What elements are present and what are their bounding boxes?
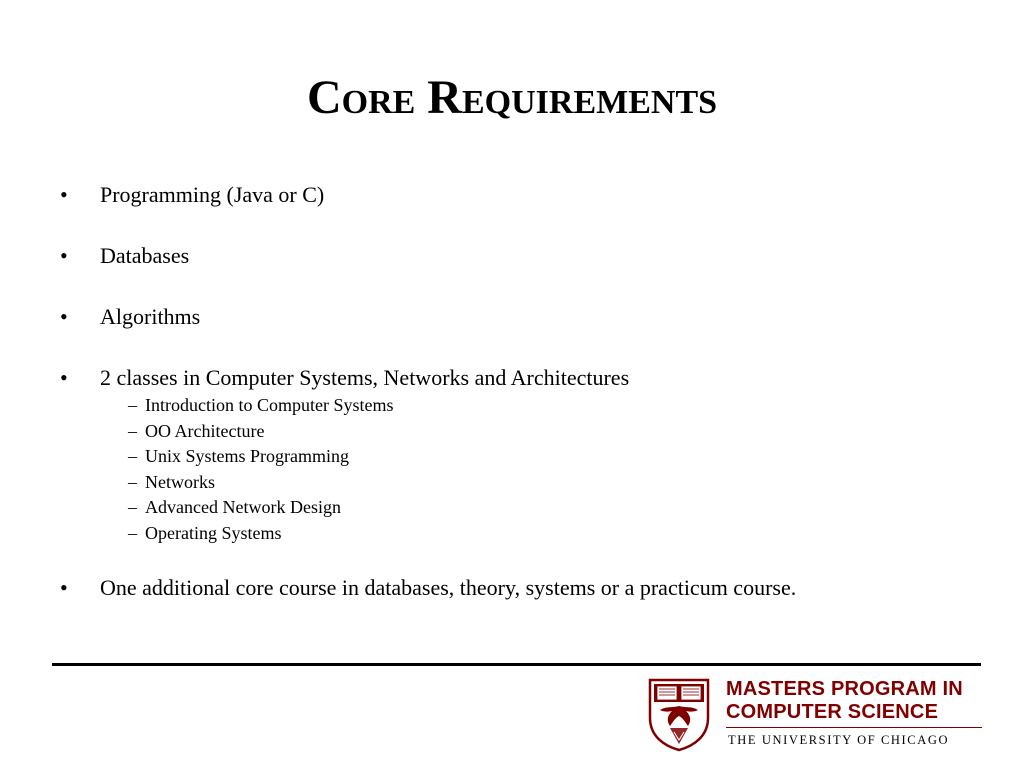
- university-seal-icon: [648, 678, 710, 752]
- bullet-text: 2 classes in Computer Systems, Networks and Architectures: [100, 365, 630, 390]
- bullet-text: Algorithms: [100, 304, 201, 329]
- program-name-line1: MASTERS PROGRAM IN: [726, 678, 963, 700]
- bullet-list: [60, 180, 990, 603]
- sub-bullet-item: [60, 521, 990, 547]
- bullet-marker: •: [60, 304, 68, 329]
- bullet-marker: •: [60, 182, 68, 207]
- logo-divider: [726, 727, 982, 728]
- bullet-text: Programming (Java or C): [100, 182, 325, 207]
- sub-bullet-marker: –: [128, 395, 137, 415]
- sub-bullet-item: [60, 393, 990, 419]
- sub-bullet-text: Operating Systems: [145, 522, 282, 543]
- footer-divider: [52, 663, 981, 666]
- university-name: THE UNIVERSITY OF CHICAGO: [728, 733, 950, 747]
- bullet-item: [60, 241, 990, 271]
- program-logo: [648, 678, 983, 752]
- sub-bullet-text: Unix Systems Programming: [145, 446, 350, 466]
- sub-bullet-marker: –: [128, 522, 137, 543]
- bullet-item: [60, 302, 990, 332]
- sub-bullet-marker: –: [128, 446, 137, 466]
- sub-bullet-item: [60, 495, 990, 521]
- sub-bullet-marker: –: [128, 471, 137, 492]
- bullet-item: [60, 363, 990, 393]
- sub-bullet-item: [60, 470, 990, 496]
- sub-bullet-item: [60, 444, 990, 470]
- sub-bullet-marker: –: [128, 420, 137, 441]
- slide-title: Core Requirements: [306, 71, 718, 124]
- sub-bullet-item: [60, 419, 990, 445]
- program-name-line2: COMPUTER SCIENCE: [726, 701, 939, 723]
- sub-bullet-text: Networks: [145, 471, 215, 492]
- sub-bullet-text: Advanced Network Design: [145, 497, 341, 517]
- bullet-marker: •: [60, 575, 68, 600]
- bullet-marker: •: [60, 365, 68, 390]
- bullet-item: [60, 573, 990, 603]
- sub-bullet-text: OO Architecture: [145, 420, 265, 441]
- bullet-text: One additional core course in databases, theory, systems or a practicum course.: [100, 575, 797, 600]
- sub-bullet-marker: –: [128, 497, 137, 517]
- bullet-text: Databases: [100, 243, 190, 268]
- program-wordmark: [726, 678, 983, 748]
- sub-bullet-text: Introduction to Computer Systems: [145, 395, 394, 415]
- bullet-marker: •: [60, 243, 68, 268]
- bullet-item: [60, 180, 990, 210]
